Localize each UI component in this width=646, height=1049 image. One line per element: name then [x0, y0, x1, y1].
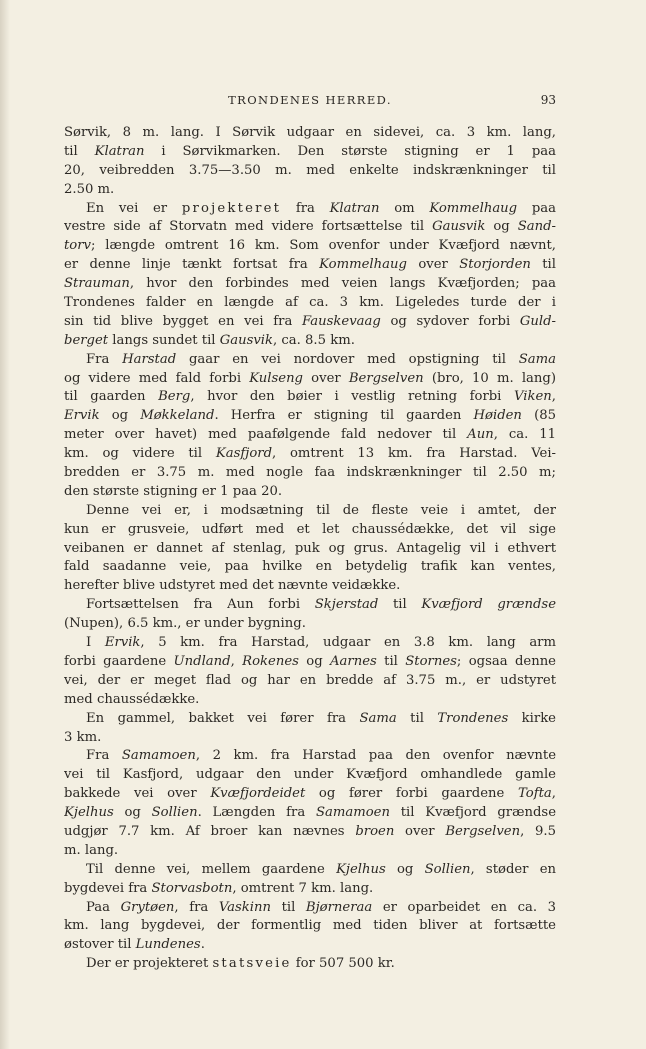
text-line: 3 km.	[64, 729, 102, 745]
text-line: m. lang.	[64, 842, 119, 858]
text-line: til gaarden Berg, hvor den bøier i vestlig retning forbi Viken,	[64, 389, 556, 405]
text-line: vestre side af Storvatn med videre fortsættelse til Gausvik og Sand-	[64, 219, 556, 235]
text-line: En vei er projekteret fra Klatran om Kommelhaug paa	[86, 200, 556, 216]
text-line: Fortsættelsen fra Aun forbi Skjerstad til Kvæfjord grændse	[86, 597, 556, 613]
text-line: østover til Lundenes.	[64, 937, 205, 953]
body-text	[64, 124, 556, 974]
text-line: den største stigning er 1 paa 20.	[64, 483, 283, 499]
text-line: Strauman, hvor den forbindes med veien langs Kvæfjorden; paa	[64, 276, 556, 292]
text-line: med chaussédække.	[64, 691, 200, 707]
text-line: udgjør 7.7 km. Af broer kan nævnes broen over Bergselven, 9.5	[64, 823, 556, 839]
text-line: sin tid blive bygget en vei fra Fauskevaag og sydover forbi Guld-	[64, 313, 556, 329]
text-line: Fra Harstad gaar en vei nordover med opstigning til Sama	[86, 351, 556, 367]
text-line: Kjelhus og Sollien. Længden fra Samamoen til Kvæfjord grændse	[64, 805, 556, 821]
text-line: Denne vei er, i modsætning til de fleste veie i amtet, der	[86, 502, 556, 518]
text-line: I Ervik, 5 km. fra Harstad, udgaar en 3.8 km. lang arm	[86, 635, 556, 651]
text-line: meter over havet) med paafølgende fald nedover til Aun, ca. 11	[64, 427, 556, 443]
text-line: Sørvik, 8 m. lang. I Sørvik udgaar en sidevei, ca. 3 km. lang,	[64, 125, 556, 140]
text-line: En gammel, bakket vei fører fra Sama til Trondenes kirke	[86, 710, 556, 726]
text-line: km. og videre til Kasfjord, omtrent 13 km. fra Harstad. Vei-	[64, 446, 556, 462]
text-line: er denne linje tænkt fortsat fra Kommelhaug over Storjorden til	[64, 257, 556, 273]
text-line: km. lang bygdevei, der formentlig med tiden bliver at fortsætte	[64, 918, 556, 934]
page-edge-shadow	[0, 0, 10, 1049]
text-line: forbi gaardene Undland, Rokenes og Aarnes til Stornes; ogsaa denne	[64, 653, 556, 669]
text-line: bredden er 3.75 m. med nogle faa indskrænkninger til 2.50 m;	[64, 465, 556, 481]
text-line: Fra Samamoen, 2 km. fra Harstad paa den ovenfor nævnte	[86, 748, 556, 764]
text-line: Trondenes falder en længde af ca. 3 km. Ligeledes turde der i	[64, 295, 556, 311]
text-line: fald saadanne veie, paa hvilke en betydelig trafik kan ventes,	[64, 559, 556, 575]
text-line: vei, der er meget flad og har en bredde af 3.75 m., er udstyret	[64, 672, 556, 688]
text-line: til Klatran i Sørvikmarken. Den største stigning er 1 paa	[64, 143, 556, 159]
text-line: herefter blive udstyret med det nævnte veidække.	[64, 578, 401, 594]
text-line: Der er projekteret statsveie for 507 500 kr.	[86, 956, 395, 972]
text-line: 20, veibredden 3.75—3.50 m. med enkelte indskrænkninger til	[64, 162, 556, 178]
text-line: bakkede vei over Kvæfjordeidet og fører forbi gaardene Tofta,	[64, 786, 556, 802]
text-line: 2.50 m.	[64, 181, 115, 197]
text-line: berget langs sundet til Gausvik, ca. 8.5 km.	[64, 332, 355, 348]
page-number: 93	[540, 93, 556, 107]
text-line: og videre med fald forbi Kulseng over Bergselven (bro, 10 m. lang)	[64, 370, 556, 386]
text-line: kun er grusveie, udført med et let chaussédække, det vil sige	[64, 521, 556, 537]
text-line: torv; længde omtrent 16 km. Som ovenfor under Kvæfjord nævnt,	[64, 238, 556, 254]
text-line: Til denne vei, mellem gaardene Kjelhus og Sollien, støder en	[86, 861, 556, 877]
text-line: (Nupen), 6.5 km., er under bygning.	[64, 616, 306, 632]
text-line: Ervik og Møkkeland. Herfra er stigning til gaarden Høiden (85	[64, 408, 556, 424]
text-line: vei til Kasfjord, udgaar den under Kvæfjord omhandlede gamle	[64, 767, 556, 783]
page-header	[64, 93, 556, 111]
text-line: Paa Grytøen, fra Vaskinn til Bjørneraa er oparbeidet en ca. 3	[86, 899, 556, 915]
running-title: TRONDENES HERRED.	[228, 93, 392, 107]
text-line: veibanen er dannet af stenlag, puk og grus. Antagelig vil i ethvert	[64, 540, 556, 556]
text-line: bygdevei fra Storvasbotn, omtrent 7 km. lang.	[64, 880, 374, 896]
